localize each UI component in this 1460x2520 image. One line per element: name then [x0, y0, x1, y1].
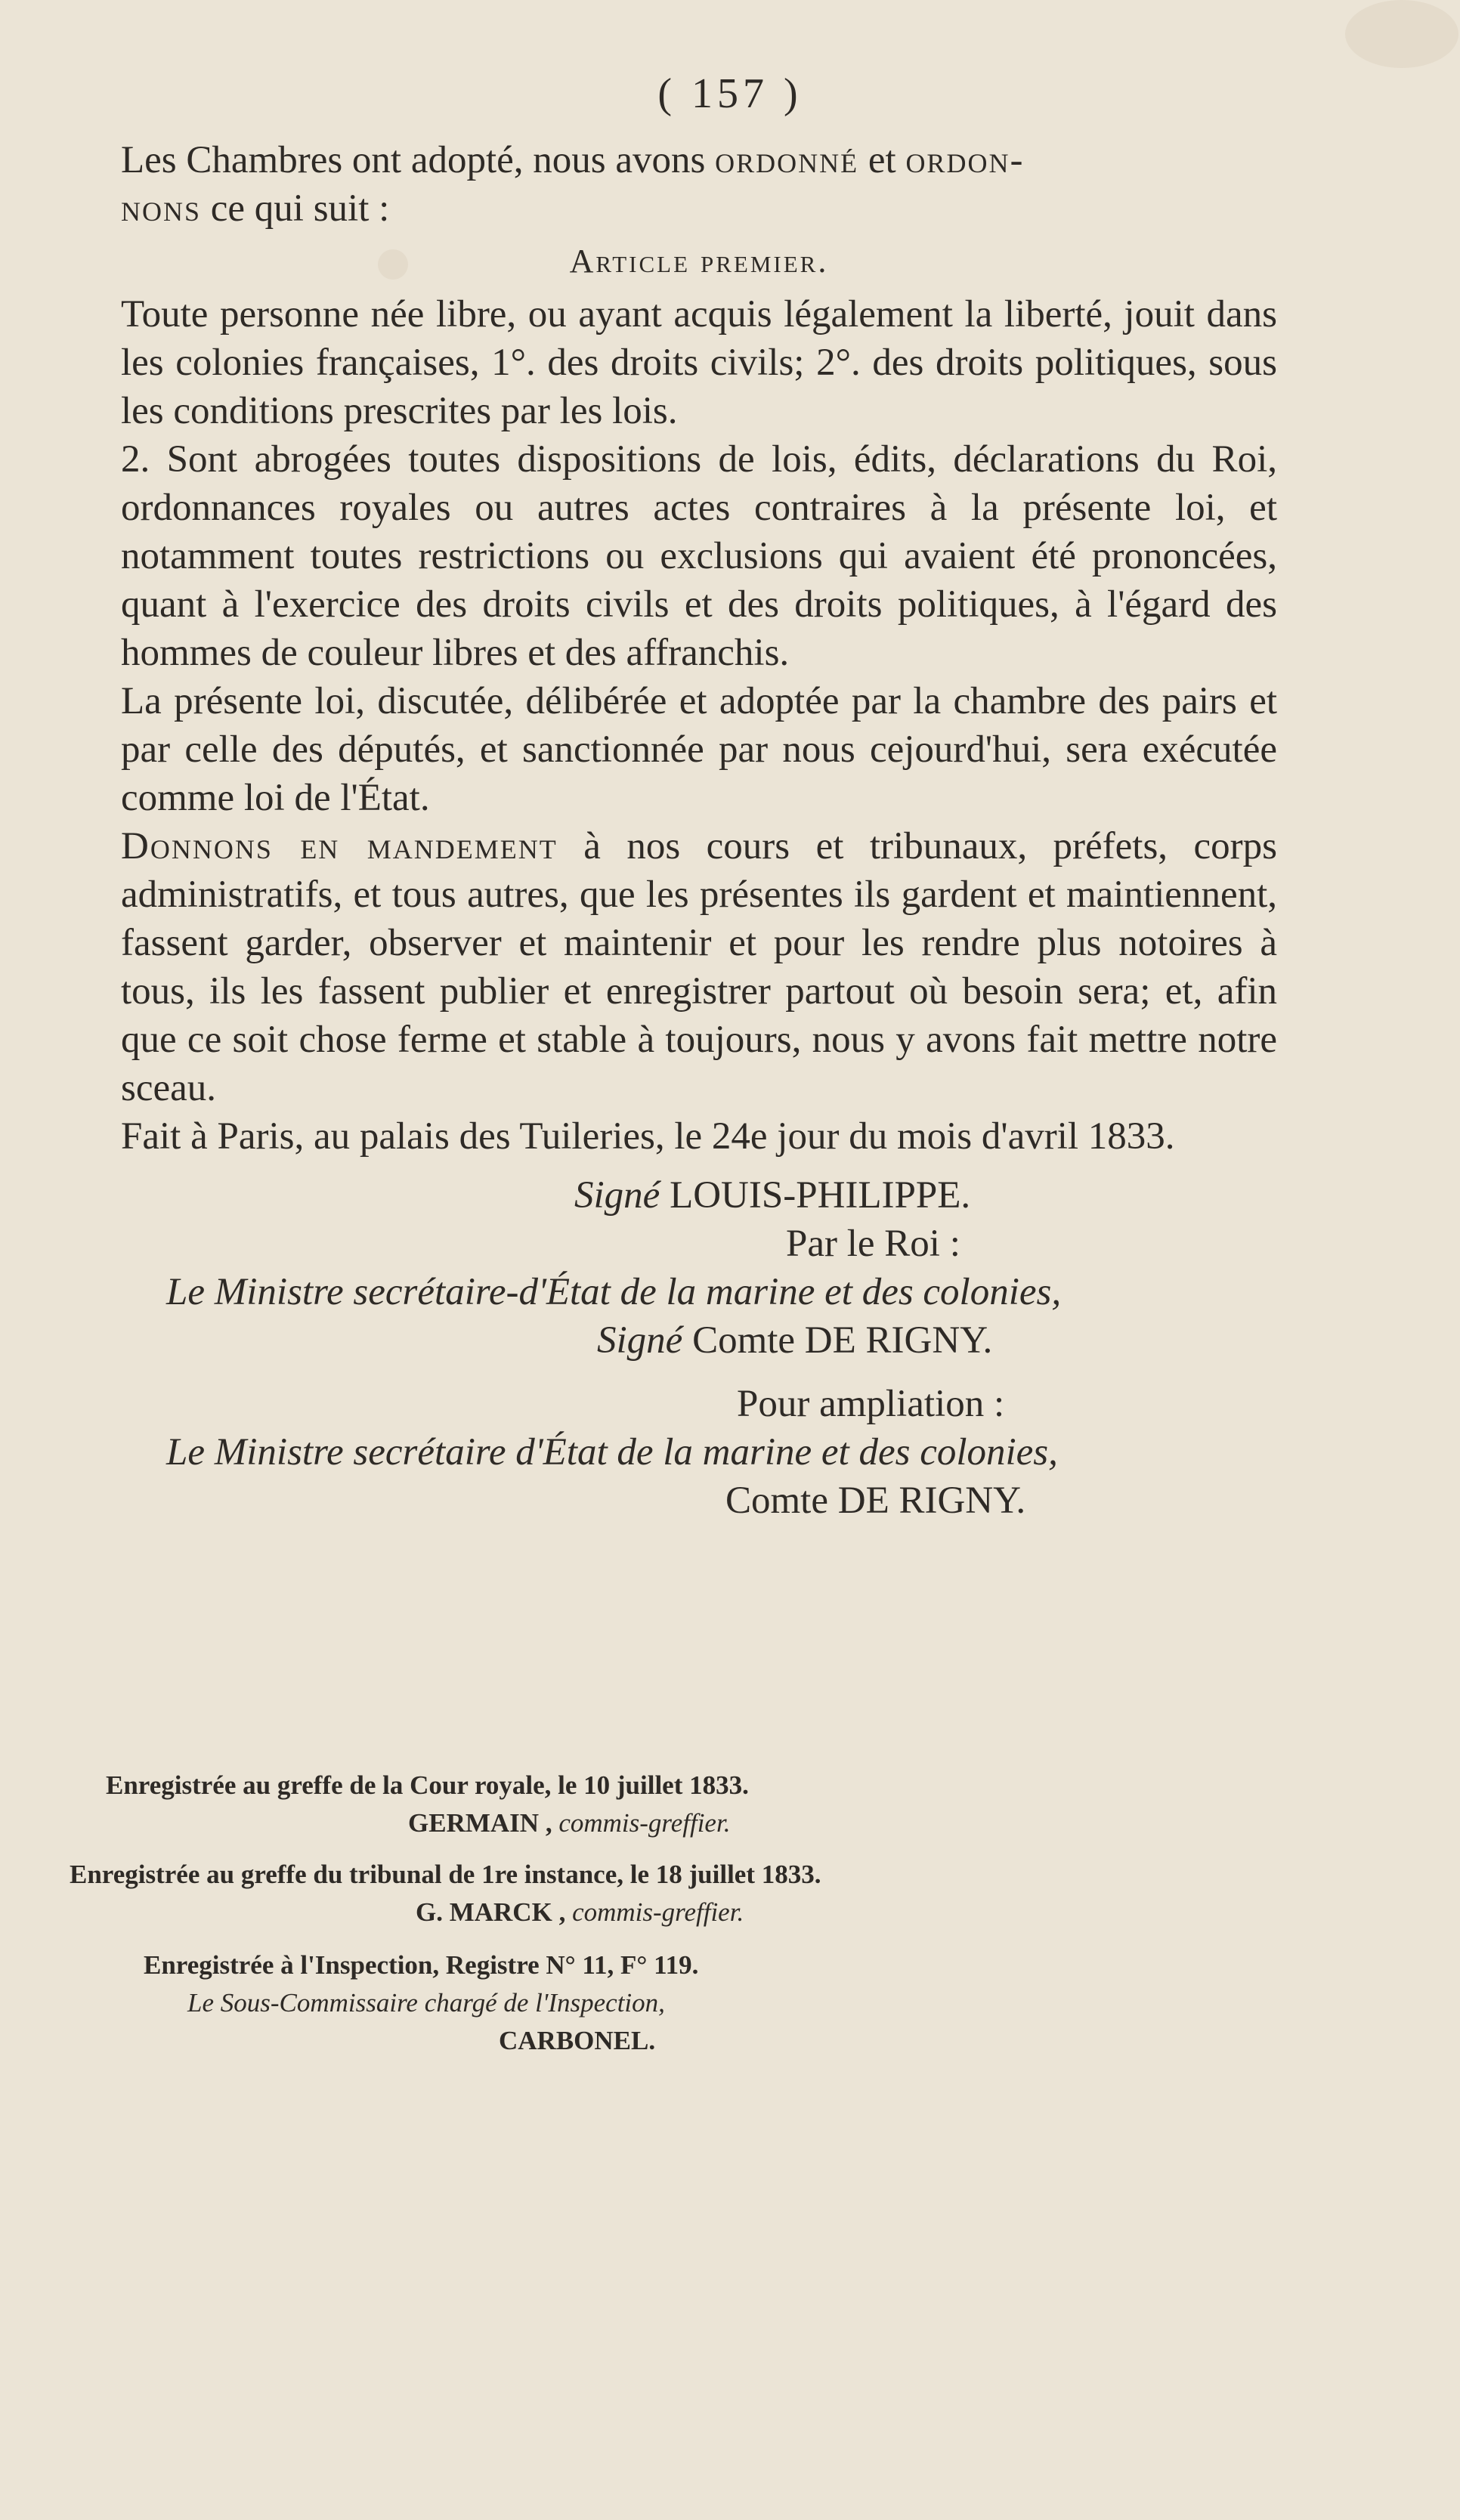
king-signature: [121, 1171, 1277, 1220]
signer-role: commis-greffier.: [572, 1897, 744, 1927]
minister-title: Le Ministre secrétaire-d'État de la marine et des colonies,: [166, 1271, 1062, 1313]
intro-smallcaps: ordonné: [715, 139, 859, 181]
registration-role: Le Sous-Commissaire chargé de l'Inspection,: [187, 1988, 665, 2018]
minister-name-2: Comte DE RIGNY.: [725, 1480, 1026, 1522]
registration-cour-royale: [60, 1767, 1345, 1842]
registration-signer: GERMAIN , commis-greffier.: [408, 1808, 731, 1838]
article-heading: Article premier.: [569, 243, 829, 280]
intro-text: Les Chambres ont adopté, nous avons: [121, 139, 716, 181]
intro-text: ce qui suit :: [201, 187, 390, 230]
promulgation-paragraph: La présente loi, discutée, délibérée et adoptée par la chambre des pairs et par celle des députés, et sanctionnée par nous cejourd'hui, sera exécutée comme loi de l'État.: [121, 680, 1277, 819]
registration-tribunal: [60, 1856, 1345, 1931]
signer-name: G. MARCK: [416, 1897, 552, 1927]
signer-name: CARBONEL.: [499, 2026, 656, 2055]
signer-name: GERMAIN: [408, 1808, 540, 1838]
mandate-paragraph: [121, 822, 1277, 1112]
registration-line: Enregistrée au greffe de la Cour royale, le 10 juillet 1833.: [106, 1770, 749, 1800]
registration-inspection: [60, 1946, 1345, 2060]
article-1: Toute personne née libre, ou ayant acquis légalement la liberté, jouit dans les colonies françaises, 1°. des droits civils; 2°. des droits politiques, sous les conditions prescrites par les lois.: [121, 293, 1277, 432]
dated-paragraph: Fait à Paris, au palais des Tuileries, le 24e jour du mois d'avril 1833.: [121, 1115, 1175, 1158]
ampliation-label: Pour ampliation :: [737, 1383, 1005, 1425]
registration-line: Enregistrée à l'Inspection, Registre N° 11, F° 119.: [144, 1950, 699, 1980]
king-name: LOUIS-PHILIPPE.: [670, 1174, 971, 1217]
signe-label: Signé: [574, 1174, 660, 1217]
par-le-roi: Par le Roi :: [786, 1223, 960, 1265]
intro-smallcaps: ordon-: [905, 139, 1025, 181]
mandate-smallcaps: Donnons en mandement: [121, 825, 558, 867]
registration-line: Enregistrée au greffe du tribunal de 1re instance, le 18 juillet 1833.: [70, 1860, 821, 1889]
law-text: [121, 136, 1277, 1525]
intro-text: et: [858, 139, 906, 181]
signer-role: commis-greffier.: [558, 1808, 731, 1838]
intro-smallcaps: nons: [121, 187, 202, 230]
signature-block: [121, 1171, 1277, 1525]
mandate-text: à nos cours et tribunaux, préfets, corps administratifs, et tous autres, que les présentes ils gardent et maintiennent, fassent garder, observer et maintenir et pour les rendre plus notoires à tous, ils les fassent publier et enregistrer partout où besoin sera; et, afin que ce soit chose ferme et stable à toujours, nous y avons fait mettre notre sceau.: [121, 825, 1277, 1109]
minister-title-2: Le Ministre secrétaire d'État de la marine et des colonies,: [166, 1431, 1058, 1473]
minister-name: Comte DE RIGNY.: [692, 1319, 993, 1362]
signe-label: Signé: [597, 1319, 683, 1362]
article-2: 2. Sont abrogées toutes dispositions de lois, édits, déclarations du Roi, ordonnances royales ou autres actes contraires à la présente loi, et notamment toutes restrictions ou exclusions qui avaient été prononcées, quant à l'exercice des droits civils et des droits politiques, à l'égard des hommes de couleur libres et des affranchis.: [121, 438, 1277, 674]
registration-signer: G. MARCK , commis-greffier.: [416, 1897, 744, 1927]
page-number: ( 157 ): [657, 70, 803, 117]
paper-stain: [1345, 0, 1458, 68]
minister-signature: [121, 1316, 1277, 1365]
intro-paragraph: [121, 136, 1277, 233]
